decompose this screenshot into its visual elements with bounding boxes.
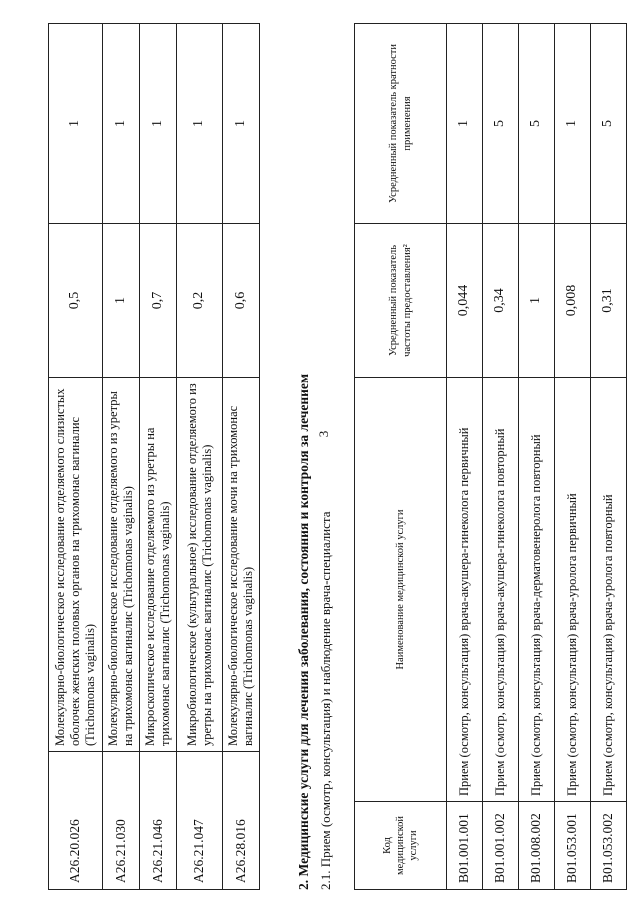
table-row (103, 24, 140, 890)
services-table-consultations (354, 23, 627, 890)
service-code: В01.001.002 (483, 802, 519, 890)
services-table-diagnostics (48, 23, 260, 890)
frequency-value: 0,6 (223, 224, 260, 378)
multiplicity-value: 1 (140, 24, 177, 224)
service-name: Прием (осмотр, консультация) врача-акушера-гинеколога повторный (483, 378, 519, 802)
frequency-value: 1 (519, 224, 555, 378)
section-2-heading: 2. Медицинские услуги для лечения заболевания, состояния и контроля за лечением (296, 373, 311, 890)
table-row (555, 24, 591, 890)
service-name: Микроскопическое исследование отделяемого из уретры на трихомонас вагиналис (Trichomonas vaginalis) (140, 378, 177, 752)
service-name: Прием (осмотр, консультация) врача-уролога повторный (591, 378, 627, 802)
frequency-value: 0,008 (555, 224, 591, 378)
multiplicity-value: 1 (555, 24, 591, 224)
service-name: Прием (осмотр, консультация) врача-уролога первичный (555, 378, 591, 802)
service-code: В01.008.002 (519, 802, 555, 890)
multiplicity-value: 1 (49, 24, 103, 224)
service-name: Прием (осмотр, консультация) врача-дерматовенеролога повторный (519, 378, 555, 802)
frequency-value: 0,7 (140, 224, 177, 378)
frequency-value: 0,31 (591, 224, 627, 378)
service-name: Молекулярно-биологическое исследование мочи на трихомонас вагиналис (Trichomonas vaginalis) (223, 378, 260, 752)
service-name: Прием (осмотр, консультация) врача-акушера-гинеколога первичный (447, 378, 483, 802)
service-code: В01.001.001 (447, 802, 483, 890)
service-code: А26.28.016 (223, 752, 260, 890)
rotated-content (42, 24, 616, 890)
table-row (591, 24, 627, 890)
service-code: А26.21.047 (177, 752, 223, 890)
service-code: В01.053.002 (591, 802, 627, 890)
header-code: Код медицинской услуги (355, 802, 447, 890)
service-code: А26.21.046 (140, 752, 177, 890)
header-multiplicity: Усредненный показатель кратности применения (355, 24, 447, 224)
subsection-2-1-heading: 2.1. Прием (осмотр, консультация) и наблюдение врача-специалиста (318, 511, 333, 890)
header-frequency: Усредненный показатель частоты предоставления² (355, 224, 447, 378)
service-code: А26.21.030 (103, 752, 140, 890)
service-code: В01.053.001 (555, 802, 591, 890)
multiplicity-value: 1 (447, 24, 483, 224)
multiplicity-value: 5 (519, 24, 555, 224)
table-header-row (355, 24, 447, 890)
table-row (483, 24, 519, 890)
header-name: Наименование медицинской услуги (355, 378, 447, 802)
table-row (447, 24, 483, 890)
table-row (140, 24, 177, 890)
service-name: Молекулярно-биологическое исследование отделяемого слизистых оболочек женских половых органов на трихомонас вагиналис (Trichomonas vaginalis) (49, 378, 103, 752)
page-number: 3 (316, 430, 331, 438)
frequency-value: 0,5 (49, 224, 103, 378)
multiplicity-value: 5 (483, 24, 519, 224)
service-name: Микробиологическое (культуральное) исследование отделяемого из уретры на трихомонас вагиналис (Trichomonas vaginalis) (177, 378, 223, 752)
service-code: А26.20.026 (49, 752, 103, 890)
service-name: Молекулярно-биологическое исследование отделяемого из уретры на трихомонас вагиналис (Trichomonas vaginalis) (103, 378, 140, 752)
frequency-value: 0,044 (447, 224, 483, 378)
table-row (177, 24, 223, 890)
multiplicity-value: 5 (591, 24, 627, 224)
multiplicity-value: 1 (177, 24, 223, 224)
table-row (519, 24, 555, 890)
table-row (49, 24, 103, 890)
frequency-value: 0,34 (483, 224, 519, 378)
multiplicity-value: 1 (223, 24, 260, 224)
frequency-value: 1 (103, 224, 140, 378)
multiplicity-value: 1 (103, 24, 140, 224)
frequency-value: 0,2 (177, 224, 223, 378)
table-row (223, 24, 260, 890)
